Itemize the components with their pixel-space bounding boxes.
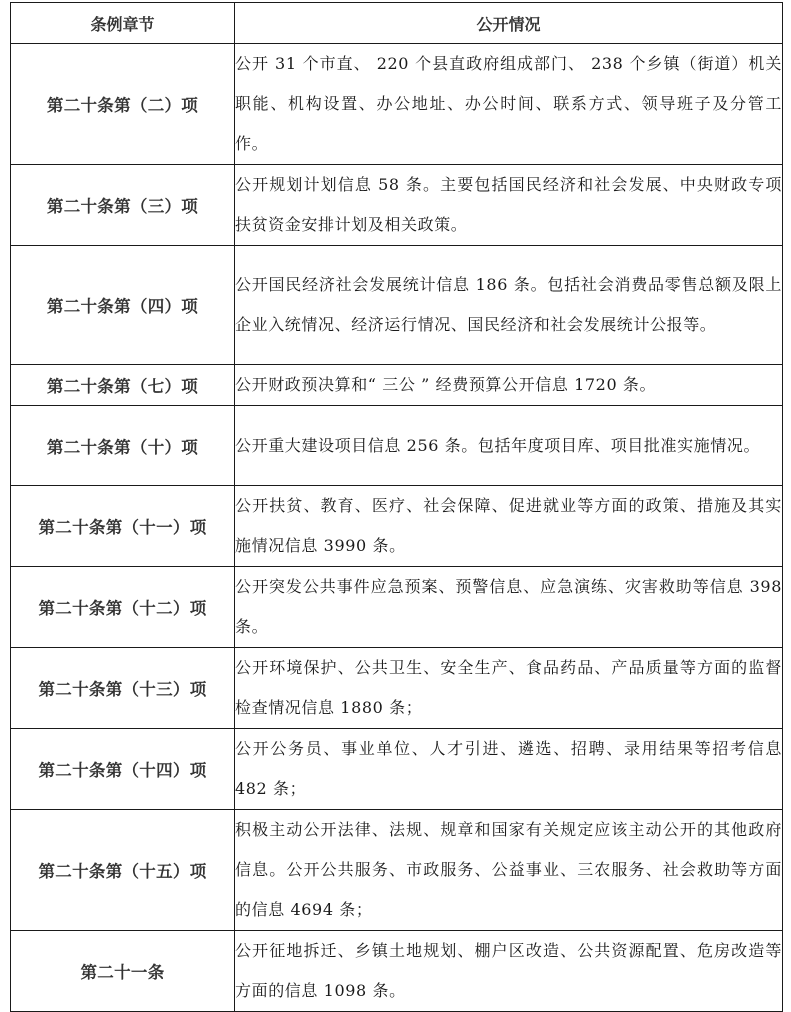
- disclosure-table: [10, 2, 783, 1012]
- content-cell: 公开 31 个市直、 220 个县直政府组成部门、 238 个乡镇（街道）机关职能、机构设置、办公地址、办公时间、联系方式、领导班子及分管工作。: [235, 44, 783, 165]
- table-row: [11, 486, 783, 567]
- section-cell: 第二十条第（十四）项: [11, 729, 235, 810]
- table-row: [11, 246, 783, 365]
- table-row: [11, 165, 783, 246]
- content-cell: 公开公务员、事业单位、人才引进、遴选、招聘、录用结果等招考信息 482 条；: [235, 729, 783, 810]
- content-cell: 公开重大建设项目信息 256 条。包括年度项目库、项目批准实施情况。: [235, 406, 783, 486]
- section-cell: 第二十条第（四）项: [11, 246, 235, 365]
- section-cell: 第二十一条: [11, 931, 235, 1012]
- section-cell: 第二十条第（十一）项: [11, 486, 235, 567]
- table-row: [11, 931, 783, 1012]
- section-cell: 第二十条第（十三）项: [11, 648, 235, 729]
- section-cell: 第二十条第（十）项: [11, 406, 235, 486]
- content-cell: 积极主动公开法律、法规、规章和国家有关规定应该主动公开的其他政府信息。公开公共服务、市政服务、公益事业、三农服务、社会救助等方面的信息 4694 条；: [235, 810, 783, 931]
- section-cell: 第二十条第（二）项: [11, 44, 235, 165]
- table-row: [11, 44, 783, 165]
- content-cell: 公开规划计划信息 58 条。主要包括国民经济和社会发展、中央财政专项扶贫资金安排计划及相关政策。: [235, 165, 783, 246]
- header-disclosure: 公开情况: [235, 3, 783, 44]
- content-cell: 公开征地拆迁、乡镇土地规划、棚户区改造、公共资源配置、危房改造等方面的信息 1098 条。: [235, 931, 783, 1012]
- content-cell: 公开环境保护、公共卫生、安全生产、食品药品、产品质量等方面的监督检查情况信息 1880 条；: [235, 648, 783, 729]
- table-row: [11, 406, 783, 486]
- section-cell: 第二十条第（七）项: [11, 365, 235, 406]
- table-row: [11, 648, 783, 729]
- content-cell: 公开突发公共事件应急预案、预警信息、应急演练、灾害救助等信息 398 条。: [235, 567, 783, 648]
- table-row: [11, 567, 783, 648]
- section-cell: 第二十条第（十二）项: [11, 567, 235, 648]
- section-cell: 第二十条第（十五）项: [11, 810, 235, 931]
- header-section: 条例章节: [11, 3, 235, 44]
- content-cell: 公开国民经济社会发展统计信息 186 条。包括社会消费品零售总额及限上企业入统情况、经济运行情况、国民经济和社会发展统计公报等。: [235, 246, 783, 365]
- table-row: [11, 810, 783, 931]
- table-row: [11, 729, 783, 810]
- table-header-row: [11, 3, 783, 44]
- section-cell: 第二十条第（三）项: [11, 165, 235, 246]
- content-cell: 公开扶贫、教育、医疗、社会保障、促进就业等方面的政策、措施及其实施情况信息 3990 条。: [235, 486, 783, 567]
- content-cell: 公开财政预决算和“ 三公 ” 经费预算公开信息 1720 条。: [235, 365, 783, 406]
- table-row: [11, 365, 783, 406]
